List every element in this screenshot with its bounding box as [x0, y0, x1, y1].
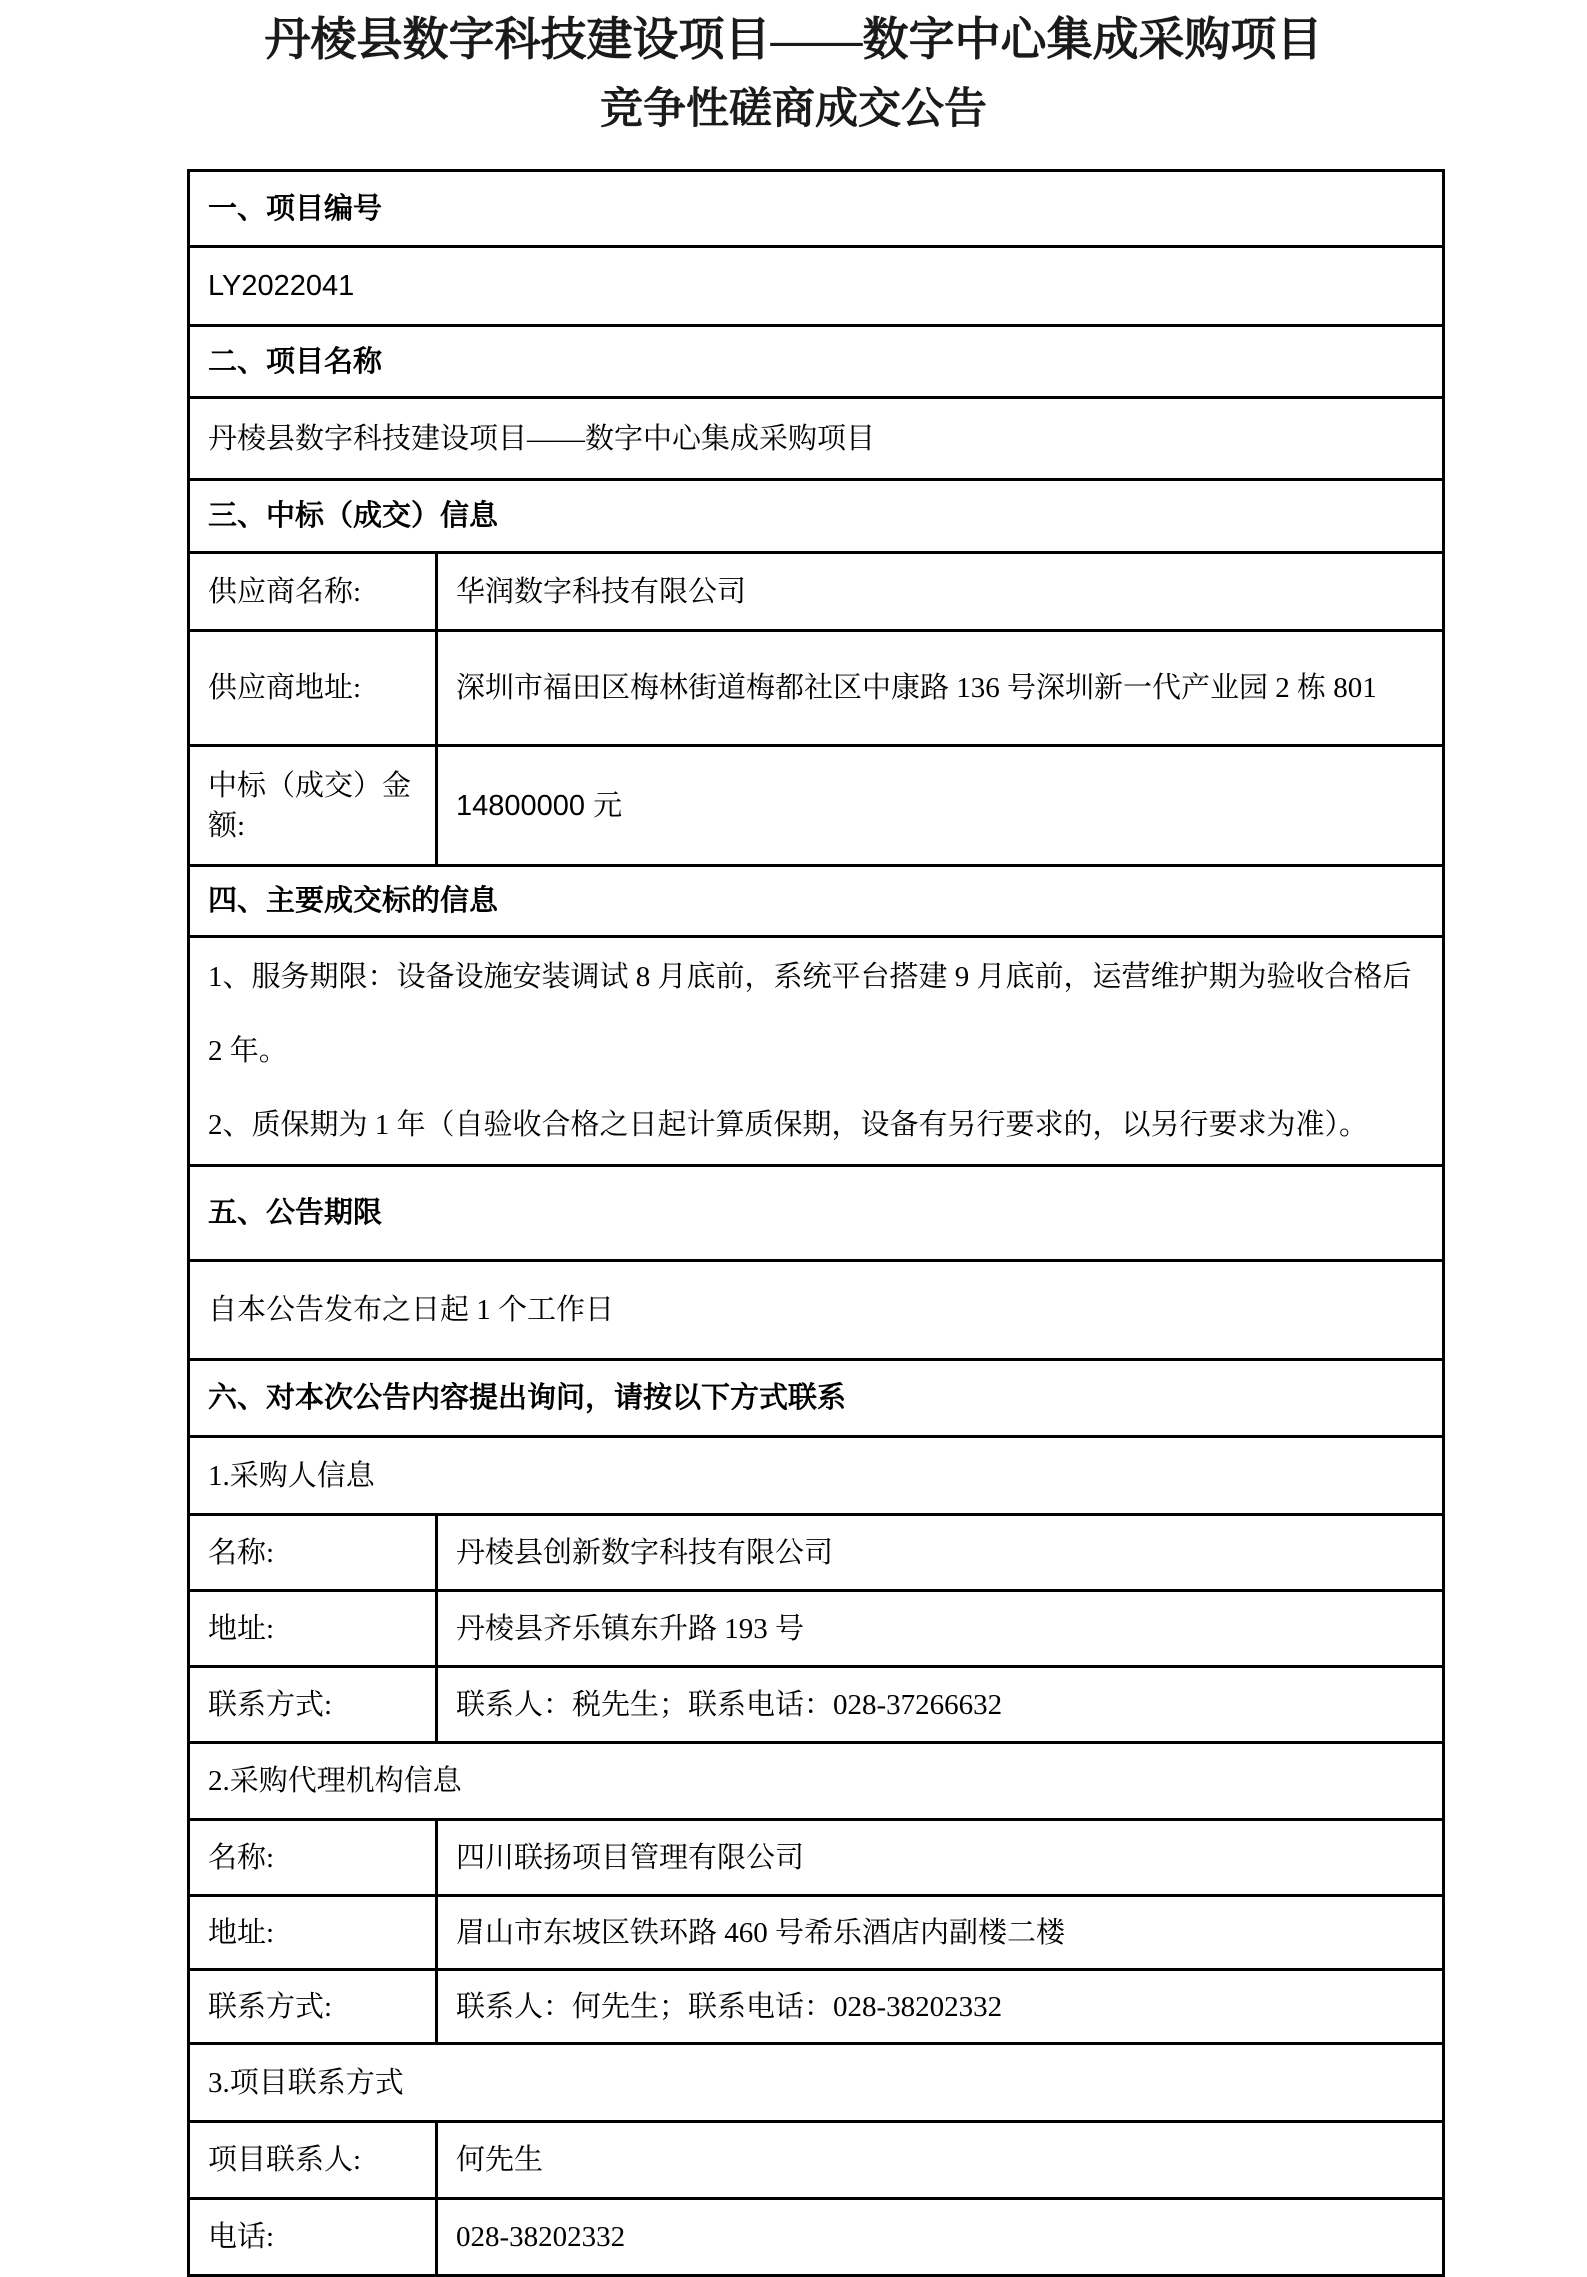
purchaser-contact-value: 联系人：税先生；联系电话：028-37266632: [437, 1667, 1444, 1743]
table-row: [189, 398, 1444, 480]
table-row: [189, 1360, 1444, 1437]
table-row: [189, 937, 1444, 1166]
table-row: [189, 326, 1444, 398]
project-contact-person-label: 项目联系人:: [189, 2122, 437, 2199]
purchaser-address-label: 地址:: [189, 1591, 437, 1667]
award-subject-info: [189, 937, 1444, 1166]
award-amount-label: 中标（成交）金额:: [189, 746, 437, 866]
agency-name-label: 名称:: [189, 1820, 437, 1896]
award-amount-value: 14800000 元: [437, 746, 1444, 866]
section-5-heading: 五、公告期限: [189, 1166, 1444, 1261]
table-row: [189, 746, 1444, 866]
supplier-address-value: 深圳市福田区梅林街道梅都社区中康路 136 号深圳新一代产业园 2 栋 801: [437, 631, 1444, 746]
supplier-name-label: 供应商名称:: [189, 553, 437, 631]
table-row: [189, 1743, 1444, 1820]
agency-contact-value: 联系人：何先生；联系电话：028-38202332: [437, 1970, 1444, 2044]
section-6-heading: 六、对本次公告内容提出询问，请按以下方式联系: [189, 1360, 1444, 1437]
warranty-paragraph: 2、质保期为 1 年（自验收合格之日起计算质保期，设备有另行要求的，以另行要求为准）。: [208, 1109, 1369, 1141]
supplier-name-value: 华润数字科技有限公司: [437, 553, 1444, 631]
project-contact-phone-label: 电话:: [189, 2199, 437, 2276]
table-row: [189, 2199, 1444, 2276]
purchaser-name-value: 丹棱县创新数字科技有限公司: [437, 1515, 1444, 1591]
table-row: [189, 1166, 1444, 1261]
agency-address-value: 眉山市东坡区铁环路 460 号希乐酒店内副楼二楼: [437, 1896, 1444, 1970]
agency-contact-label: 联系方式:: [189, 1970, 437, 2044]
project-contact-phone-value: 028-38202332: [437, 2199, 1444, 2276]
agency-name-value: 四川联扬项目管理有限公司: [437, 1820, 1444, 1896]
table-row: [189, 1970, 1444, 2044]
table-row: [189, 480, 1444, 553]
table-row: [189, 1591, 1444, 1667]
table-row: [189, 171, 1444, 247]
table-row: [189, 1667, 1444, 1743]
table-row: [189, 2122, 1444, 2199]
agency-info-subheading: 2.采购代理机构信息: [189, 1743, 1444, 1820]
table-row: [189, 247, 1444, 326]
table-row: [189, 1437, 1444, 1515]
purchaser-contact-label: 联系方式:: [189, 1667, 437, 1743]
purchaser-info-subheading: 1.采购人信息: [189, 1437, 1444, 1515]
document-title-line2: 竞争性磋商成交公告: [600, 86, 987, 133]
table-row: [189, 2044, 1444, 2122]
document-title-line1: 丹棱县数字科技建设项目——数字中心集成采购项目: [264, 14, 1323, 65]
supplier-address-label: 供应商地址:: [189, 631, 437, 746]
table-row: [189, 631, 1444, 746]
purchaser-address-value: 丹棱县齐乐镇东升路 193 号: [437, 1591, 1444, 1667]
project-contact-person-value: 何先生: [437, 2122, 1444, 2199]
purchaser-name-label: 名称:: [189, 1515, 437, 1591]
section-1-heading: 一、项目编号: [189, 171, 1444, 247]
table-row: [189, 1515, 1444, 1591]
section-3-heading: 三、中标（成交）信息: [189, 480, 1444, 553]
service-period-paragraph: 1、服务期限：设备设施安装调试 8 月底前，系统平台搭建 9 月底前，运营维护期为验收合格后 2 年。: [208, 961, 1412, 1067]
table-row: [189, 1896, 1444, 1970]
table-row: [189, 553, 1444, 631]
project-number-value: LY2022041: [189, 247, 1444, 326]
table-row: [189, 1820, 1444, 1896]
agency-address-label: 地址:: [189, 1896, 437, 1970]
section-4-heading: 四、主要成交标的信息: [189, 866, 1444, 937]
table-row: [189, 1261, 1444, 1360]
announcement-period-value: 自本公告发布之日起 1 个工作日: [189, 1261, 1444, 1360]
table-row: [189, 866, 1444, 937]
project-contact-subheading: 3.项目联系方式: [189, 2044, 1444, 2122]
announcement-table: [187, 169, 1445, 2277]
section-2-heading: 二、项目名称: [189, 326, 1444, 398]
project-name-value: 丹棱县数字科技建设项目——数字中心集成采购项目: [189, 398, 1444, 480]
